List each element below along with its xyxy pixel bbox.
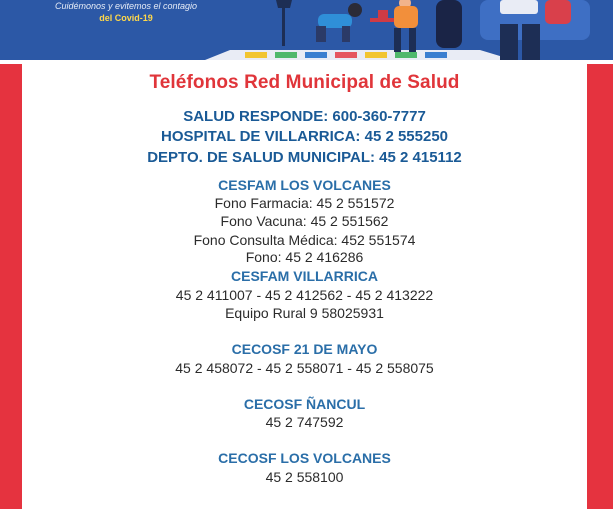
phone-line: Fono: 45 2 416286	[245, 249, 364, 265]
phone-line: 45 2 558100	[265, 469, 344, 485]
phone-line: 45 2 747592	[265, 414, 344, 430]
center-heading-cecosf-21-de-mayo: CECOSF 21 DE MAYO	[231, 341, 378, 357]
phone-line: 45 2 411007 - 45 2 412562 - 45 2 413222	[175, 287, 434, 303]
phone-line: Fono Consulta Médica: 452 551574	[193, 232, 416, 248]
center-heading-cecosf-los-volcanes: CECOSF LOS VOLCANES	[218, 450, 391, 466]
center-heading-cecosf-nancul: CECOSF ÑANCUL	[243, 396, 366, 412]
hospital-villarrica-phone: HOSPITAL DE VILLARRICA: 45 2 555250	[160, 128, 449, 145]
left-frame	[0, 0, 22, 509]
right-frame	[587, 0, 613, 509]
center-heading-cesfam-los-volcanes: CESFAM LOS VOLCANES	[218, 177, 391, 193]
top-banner	[0, 0, 613, 62]
depto-salud-phone: DEPTO. DE SALUD MUNICIPAL: 45 2 415112	[147, 149, 462, 166]
phone-line: 45 2 458072 - 45 2 558071 - 45 2 558075	[175, 360, 434, 376]
phone-line: Fono Farmacia: 45 2 551572	[214, 195, 395, 211]
page-title: Teléfonos Red Municipal de Salud	[149, 72, 460, 93]
phone-directory	[22, 64, 587, 509]
center-heading-cesfam-villarrica: CESFAM VILLARRICA	[231, 268, 378, 284]
banner-covid-label: del Covid-19	[99, 13, 153, 23]
banner-tagline: Cuidémonos y evitemos el contagio	[54, 1, 198, 11]
phone-line: Equipo Rural 9 58025931	[225, 305, 384, 321]
salud-responde-phone: SALUD RESPONDE: 600-360-7777	[183, 108, 426, 125]
phone-line: Fono Vacuna: 45 2 551562	[220, 213, 389, 229]
